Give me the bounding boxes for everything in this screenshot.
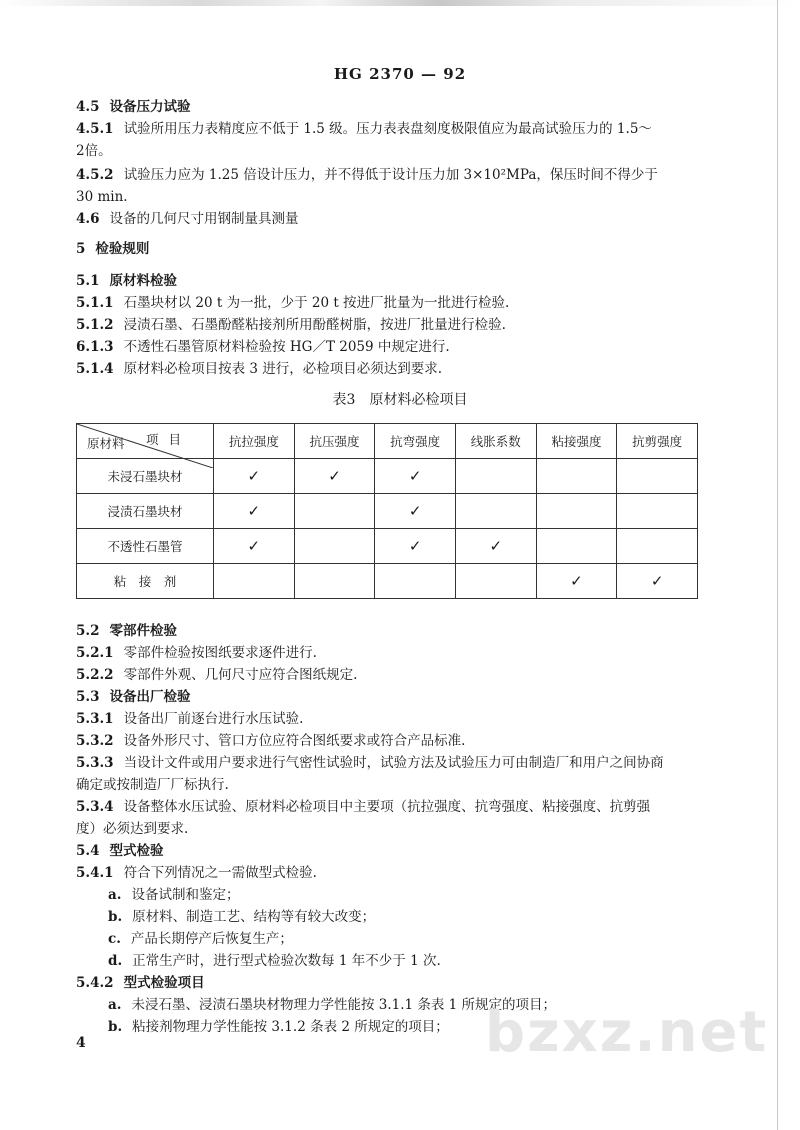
clause-5-3-4 <box>76 796 650 818</box>
clause-number: 5.1.4 <box>76 361 114 377</box>
column-header: 抗弯强度 <box>375 424 456 459</box>
column-header: 线胀系数 <box>455 424 536 459</box>
clause-number: 4.5.2 <box>76 167 114 183</box>
row-label: 浸渍石墨块材 <box>77 494 214 529</box>
clause-text: 不透性石墨管原材料检验按 HG／T 2059 中规定进行. <box>123 339 450 355</box>
table-cell <box>455 564 536 599</box>
clause-4-5-1 <box>76 118 652 140</box>
list-marker: b. <box>108 909 123 925</box>
list-text: 产品长期停产后恢复生产； <box>130 931 293 947</box>
clause-number: 5.4.2 <box>76 975 114 991</box>
section-title: 设备的几何尺寸用钢制量具测量 <box>109 211 299 227</box>
clause-text: 当设计文件或用户要求进行气密性试验时，试验方法及试验压力可由制造厂和用户之间协商 <box>123 755 664 771</box>
section-4-6 <box>76 208 299 230</box>
list-item <box>108 950 441 972</box>
table-row <box>77 494 698 529</box>
section-number: 4.6 <box>76 211 100 227</box>
clause-number: 5.3.3 <box>76 755 114 771</box>
scan-artifact-right <box>777 0 778 1130</box>
section-title: 设备出厂检验 <box>109 689 191 705</box>
clause-number: 5.4.1 <box>76 865 114 881</box>
column-header: 粘接强度 <box>536 424 617 459</box>
table-cell <box>536 459 617 494</box>
clause-5-4-2 <box>76 972 205 994</box>
list-text: 原材料、制造工艺、结构等有较大改变； <box>132 909 376 925</box>
clause-text: 石墨块材以 20 t 为一批，少于 20 t 按进厂批量为一批进行检验. <box>123 295 510 311</box>
clause-4-5-2-cont: 30 min. <box>76 189 128 205</box>
section-number: 5.4 <box>76 843 100 859</box>
clause-number: 5.3.4 <box>76 799 114 815</box>
column-header: 抗拉强度 <box>214 424 295 459</box>
chapter-5 <box>76 238 149 260</box>
clause-5-3-3-cont: 确定或按制造厂厂标执行. <box>76 777 229 793</box>
table-cell <box>536 529 617 564</box>
table-cell: ✓ <box>455 529 536 564</box>
table-header-row <box>77 424 698 459</box>
table-cell: ✓ <box>617 564 698 599</box>
clause-text: 型式检验项目 <box>123 975 205 991</box>
watermark: bzxz.net <box>485 1000 769 1065</box>
corner-label-item: 项目 <box>145 432 191 447</box>
clause-text: 浸渍石墨、石墨酚醛粘接剂所用酚醛树脂，按进厂批量进行检验. <box>123 317 506 333</box>
table-row <box>77 564 698 599</box>
clause-text: 设备出厂前逐台进行水压试验. <box>123 711 304 727</box>
clause-text: 符合下列情况之一需做型式检验. <box>123 865 317 881</box>
table-cell: ✓ <box>214 459 295 494</box>
clause-5-3-3 <box>76 752 664 774</box>
table-cell: ✓ <box>375 529 456 564</box>
clause-number: 5.1.2 <box>76 317 114 333</box>
table-cell <box>214 564 295 599</box>
clause-5-2-1 <box>76 642 317 664</box>
clause-5-1-4 <box>76 358 442 380</box>
table-cell <box>617 494 698 529</box>
list-marker: a. <box>108 887 122 903</box>
table-cell <box>455 494 536 529</box>
clause-5-1-3 <box>76 336 450 358</box>
column-header: 抗压强度 <box>294 424 375 459</box>
section-title: 设备压力试验 <box>109 99 191 115</box>
chapter-title: 检验规则 <box>95 241 150 257</box>
row-label: 未浸石墨块材 <box>77 459 214 494</box>
clause-number: 5.3.2 <box>76 733 114 749</box>
row-label: 粘 接 剂 <box>77 564 214 599</box>
corner-label-material: 原材料 <box>87 436 125 451</box>
section-number: 5.2 <box>76 623 100 639</box>
section-number: 5.1 <box>76 273 100 289</box>
table-corner-cell <box>77 424 214 459</box>
section-5-4 <box>76 840 164 862</box>
list-marker: b. <box>108 1019 123 1035</box>
section-5-2 <box>76 620 177 642</box>
clause-text: 设备外形尺寸、管口方位应符合图纸要求或符合产品标准. <box>123 733 466 749</box>
table-cell: ✓ <box>375 494 456 529</box>
section-number: 5.3 <box>76 689 100 705</box>
section-5-3 <box>76 686 191 708</box>
page-header: HG 2370 — 92 <box>333 65 467 83</box>
section-title: 零部件检验 <box>109 623 177 639</box>
table-cell <box>294 529 375 564</box>
row-label: 不透性石墨管 <box>77 529 214 564</box>
table-cell <box>294 494 375 529</box>
list-text: 粘接剂物理力学性能按 3.1.2 条表 2 所规定的项目； <box>132 1019 449 1035</box>
list-item <box>108 884 239 906</box>
clause-number: 5.2.1 <box>76 645 114 661</box>
scan-artifact-top <box>0 0 800 6</box>
clause-5-1-1 <box>76 292 509 314</box>
table-cell: ✓ <box>536 564 617 599</box>
table-cell: ✓ <box>214 494 295 529</box>
clause-number: 6.1.3 <box>76 339 114 355</box>
clause-number: 5.1.1 <box>76 295 114 311</box>
list-text: 设备试制和鉴定； <box>131 887 240 903</box>
clause-text: 原材料必检项目按表 3 进行，必检项目必须达到要求. <box>123 361 443 377</box>
table-caption: 表3 原材料必检项目 <box>332 392 468 408</box>
list-text: 未浸石墨、浸渍石墨块材物理力学性能按 3.1.1 条表 1 所规定的项目； <box>131 997 557 1013</box>
table-row <box>77 529 698 564</box>
list-marker: a. <box>108 997 122 1013</box>
section-number: 4.5 <box>76 99 100 115</box>
table-cell <box>375 564 456 599</box>
clause-5-2-2 <box>76 664 357 686</box>
table-cell <box>294 564 375 599</box>
list-item <box>108 1016 449 1038</box>
clause-text: 设备整体水压试验、原材料必检项目中主要项（抗拉强度、抗弯强度、粘接强度、抗剪强 <box>123 799 651 815</box>
clause-text: 零部件检验按图纸要求逐件进行. <box>123 645 317 661</box>
page-number: 4 <box>76 1035 86 1051</box>
clause-text: 试验压力应为 1.25 倍设计压力，并不得低于设计压力加 3×10²MPa，保压时间不得少于 <box>123 167 658 183</box>
section-5-1 <box>76 270 177 292</box>
table-cell <box>536 494 617 529</box>
inspection-table <box>76 423 698 599</box>
table-cell <box>455 459 536 494</box>
list-marker: c. <box>108 931 121 947</box>
clause-5-3-2 <box>76 730 465 752</box>
clause-5-3-4-cont: 度）必须达到要求. <box>76 821 189 837</box>
clause-5-3-1 <box>76 708 303 730</box>
section-title: 型式检验 <box>109 843 164 859</box>
clause-5-1-2 <box>76 314 506 336</box>
table-cell: ✓ <box>375 459 456 494</box>
clause-4-5-2 <box>76 164 658 186</box>
table-cell: ✓ <box>214 529 295 564</box>
table-cell: ✓ <box>294 459 375 494</box>
clause-5-4-1 <box>76 862 317 884</box>
clause-4-5-1-cont: 2倍。 <box>76 143 112 159</box>
section-4-5 <box>76 96 191 118</box>
table-cell <box>617 459 698 494</box>
clause-number: 4.5.1 <box>76 121 114 137</box>
clause-number: 5.3.1 <box>76 711 114 727</box>
clause-text: 试验所用压力表精度应不低于 1.5 级。压力表表盘刻度极限值应为最高试验压力的 1.5～ <box>123 121 652 137</box>
clause-text: 零部件外观、几何尺寸应符合图纸规定. <box>123 667 358 683</box>
list-item <box>108 906 375 928</box>
list-item <box>108 928 293 950</box>
list-text: 正常生产时，进行型式检验次数每 1 年不少于 1 次. <box>132 953 441 969</box>
list-marker: d. <box>108 953 123 969</box>
column-header: 抗剪强度 <box>617 424 698 459</box>
clause-number: 5.2.2 <box>76 667 114 683</box>
chapter-number: 5 <box>76 241 86 257</box>
table-cell <box>617 529 698 564</box>
section-title: 原材料检验 <box>109 273 177 289</box>
